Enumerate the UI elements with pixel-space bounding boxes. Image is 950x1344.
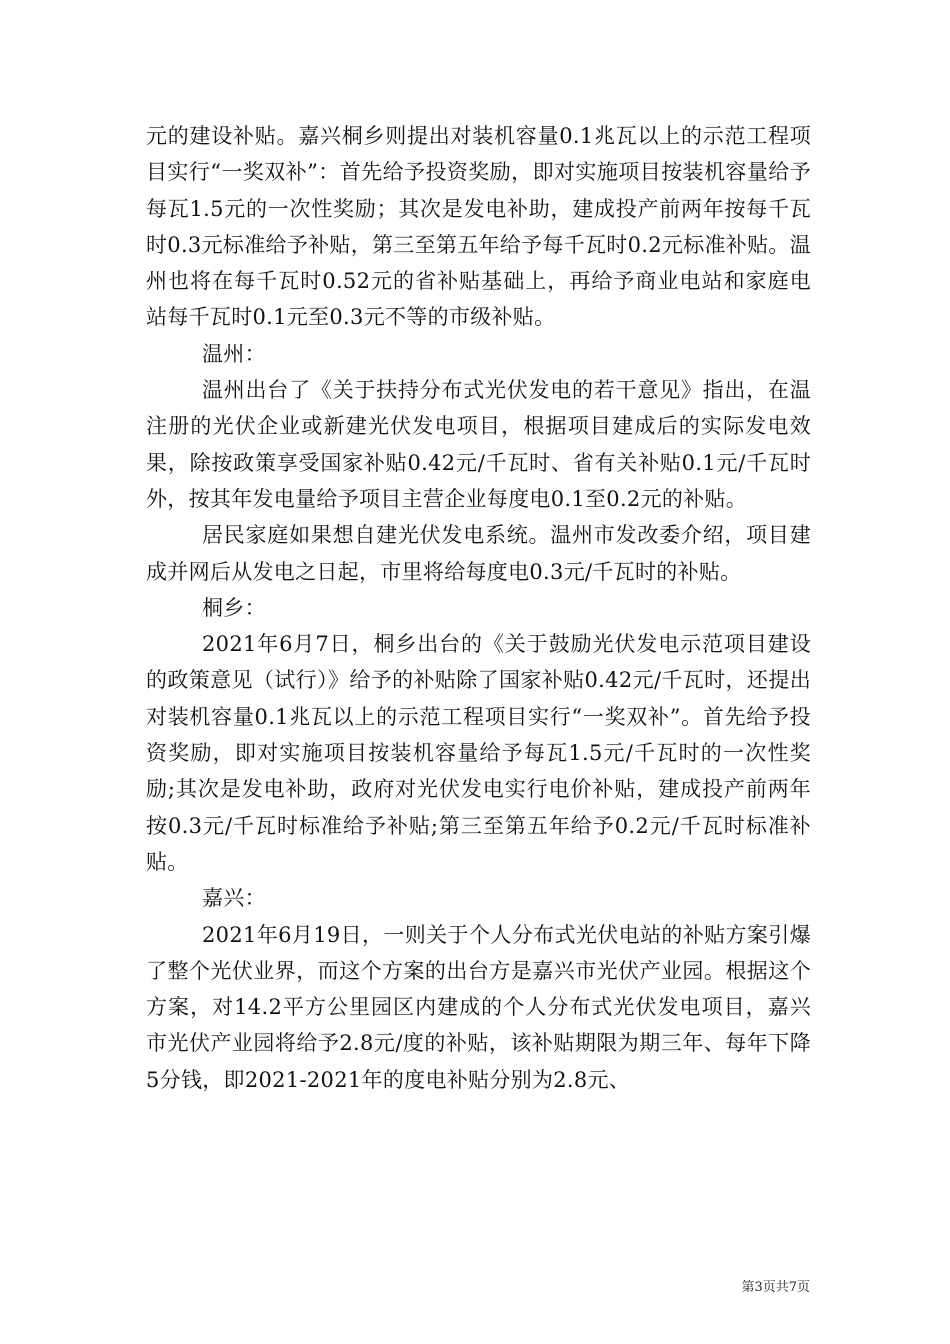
paragraph-tongxiang-policy: 2021年6月7日，桐乡出台的《关于鼓励光伏发电示范项目建设的政策意见（试行）》给予的补贴除了国家补贴0.42元/千瓦时，还提出对装机容量0.1兆瓦以上的示范工程项目实行“一奖双补”。首先给予投资奖励，即对实施项目按装机容量给予每瓦1.5元/千瓦时的一次性奖励;其次是发电补助，政府对光伏发电实行电价补贴，建成投产前两年按0.3元/千瓦时标准给予补贴;第三至第五年给予0.2元/千瓦时标准补贴。	[146, 632, 811, 874]
document-body	[146, 118, 811, 1098]
heading-wenzhou: 温州：	[202, 341, 266, 366]
heading-jiaxing: 嘉兴：	[202, 886, 266, 911]
paragraph-wenzhou-policy: 温州出台了《关于扶持分布式光伏发电的若干意见》指出，在温注册的光伏企业或新建光伏发电项目，根据项目建成后的实际发电效果，除按政策享受国家补贴0.42元/千瓦时、省有关补贴0.1元/千瓦时外，按其年发电量给予项目主营企业每度电0.1至0.2元的补贴。	[146, 378, 811, 511]
paragraph-jiaxing-policy: 2021年6月19日，一则关于个人分布式光伏电站的补贴方案引爆了整个光伏业界，而这个方案的出台方是嘉兴市光伏产业园。根据这个方案，对14.2平方公里园区内建成的个人分布式光伏发电项目，嘉兴市光伏产业园将给予2.8元/度的补贴，该补贴期限为期三年、每年下降5分钱，即2021-2021年的度电补贴分别为2.8元、	[146, 922, 811, 1092]
page-number: 第3页共7页	[741, 1280, 810, 1295]
heading-tongxiang: 桐乡：	[202, 595, 266, 620]
paragraph-wenzhou-household: 居民家庭如果想自建光伏发电系统。温州市发改委介绍，项目建成并网后从发电之日起，市里将给每度电0.3元/千瓦时的补贴。	[146, 523, 811, 584]
paragraph-intro: 元的建设补贴。嘉兴桐乡则提出对装机容量0.1兆瓦以上的示范工程项目实行“一奖双补”：首先给予投资奖励，即对实施项目按装机容量给予每瓦1.5元的一次性奖励；其次是发电补助，建成投产前两年按每千瓦时0.3元标准给予补贴，第三至第五年给予每千瓦时0.2元标准补贴。温州也将在每千瓦时0.52元的省补贴基础上，再给予商业电站和家庭电站每千瓦时0.1元至0.3元不等的市级补贴。	[146, 124, 811, 330]
